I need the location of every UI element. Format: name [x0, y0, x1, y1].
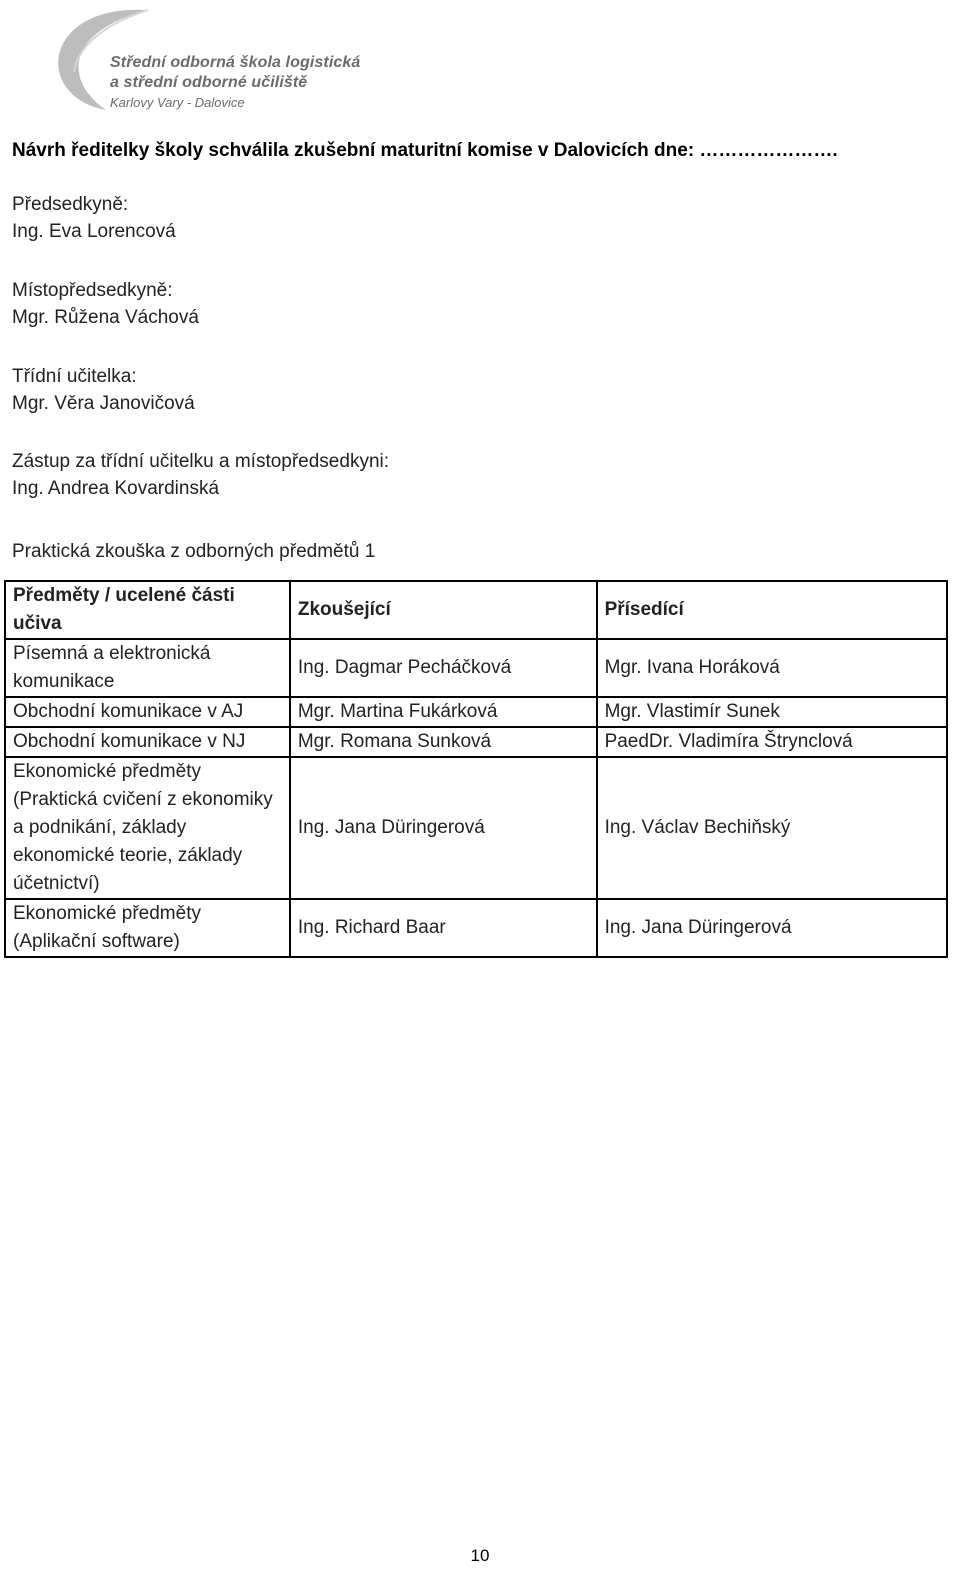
examiner-cell: Mgr. Romana Sunková — [290, 727, 597, 757]
section-title: Praktická zkouška z odborných předmětů 1 — [12, 541, 376, 562]
subject-cell: Ekonomické předměty (Aplikační software) — [5, 899, 290, 957]
assessor-cell: PaedDr. Vladimíra Štrynclová — [597, 727, 947, 757]
table-row — [5, 639, 947, 697]
examiner-cell: Mgr. Martina Fukárková — [290, 697, 597, 727]
examiner-cell: Ing. Richard Baar — [290, 899, 597, 957]
role-label: Místopředsedkyně: — [12, 280, 173, 301]
logo-school-name-line2: a střední odborné učiliště — [110, 74, 308, 91]
table-row — [5, 727, 947, 757]
subject-cell: Písemná a elektronická komunikace — [5, 639, 290, 697]
subject-cell: Ekonomické předměty (Praktická cvičení z ekonomiky a podnikání, základy ekonomické teorie, základy účetnictví) — [5, 757, 290, 899]
role-name: Ing. Andrea Kovardinská — [12, 478, 220, 499]
role-class-teacher — [12, 363, 195, 417]
subject-cell: Obchodní komunikace v NJ — [5, 727, 290, 757]
subject-cell: Obchodní komunikace v AJ — [5, 697, 290, 727]
table-row — [5, 697, 947, 727]
examiner-cell: Ing. Dagmar Pecháčková — [290, 639, 597, 697]
logo-school-name-line1: Střední odborná škola logistická — [110, 54, 361, 71]
logo-location: Karlovy Vary - Dalovice — [110, 95, 245, 110]
header-examiner: Zkoušející — [290, 581, 597, 639]
role-name: Ing. Eva Lorencová — [12, 221, 176, 242]
assessor-cell: Mgr. Vlastimír Sunek — [597, 697, 947, 727]
assessor-cell: Ing. Václav Bechiňský — [597, 757, 947, 899]
role-vice-chairwoman — [12, 277, 199, 331]
exam-committee-table — [4, 580, 948, 958]
role-label: Předsedkyně: — [12, 194, 129, 215]
role-chairwoman — [12, 191, 176, 245]
table-header-row — [5, 581, 947, 639]
role-name: Mgr. Věra Janovičová — [12, 393, 195, 414]
role-label: Zástup za třídní učitelku a místopředsedkyni: — [12, 451, 390, 472]
role-name: Mgr. Růžena Váchová — [12, 307, 199, 328]
school-logo — [44, 6, 384, 114]
approval-statement: Návrh ředitelky školy schválila zkušební maturitní komise v Dalovicích dne: …………………. — [12, 140, 838, 161]
table-row — [5, 899, 947, 957]
assessor-cell: Mgr. Ivana Horáková — [597, 639, 947, 697]
table-row — [5, 757, 947, 899]
page-number: 10 — [470, 1546, 490, 1565]
examiner-cell: Ing. Jana Düringerová — [290, 757, 597, 899]
header-assessor: Přísedící — [597, 581, 947, 639]
assessor-cell: Ing. Jana Düringerová — [597, 899, 947, 957]
role-label: Třídní učitelka: — [12, 366, 137, 387]
role-substitute — [12, 448, 389, 502]
header-subjects: Předměty / ucelené části učiva — [5, 581, 290, 639]
